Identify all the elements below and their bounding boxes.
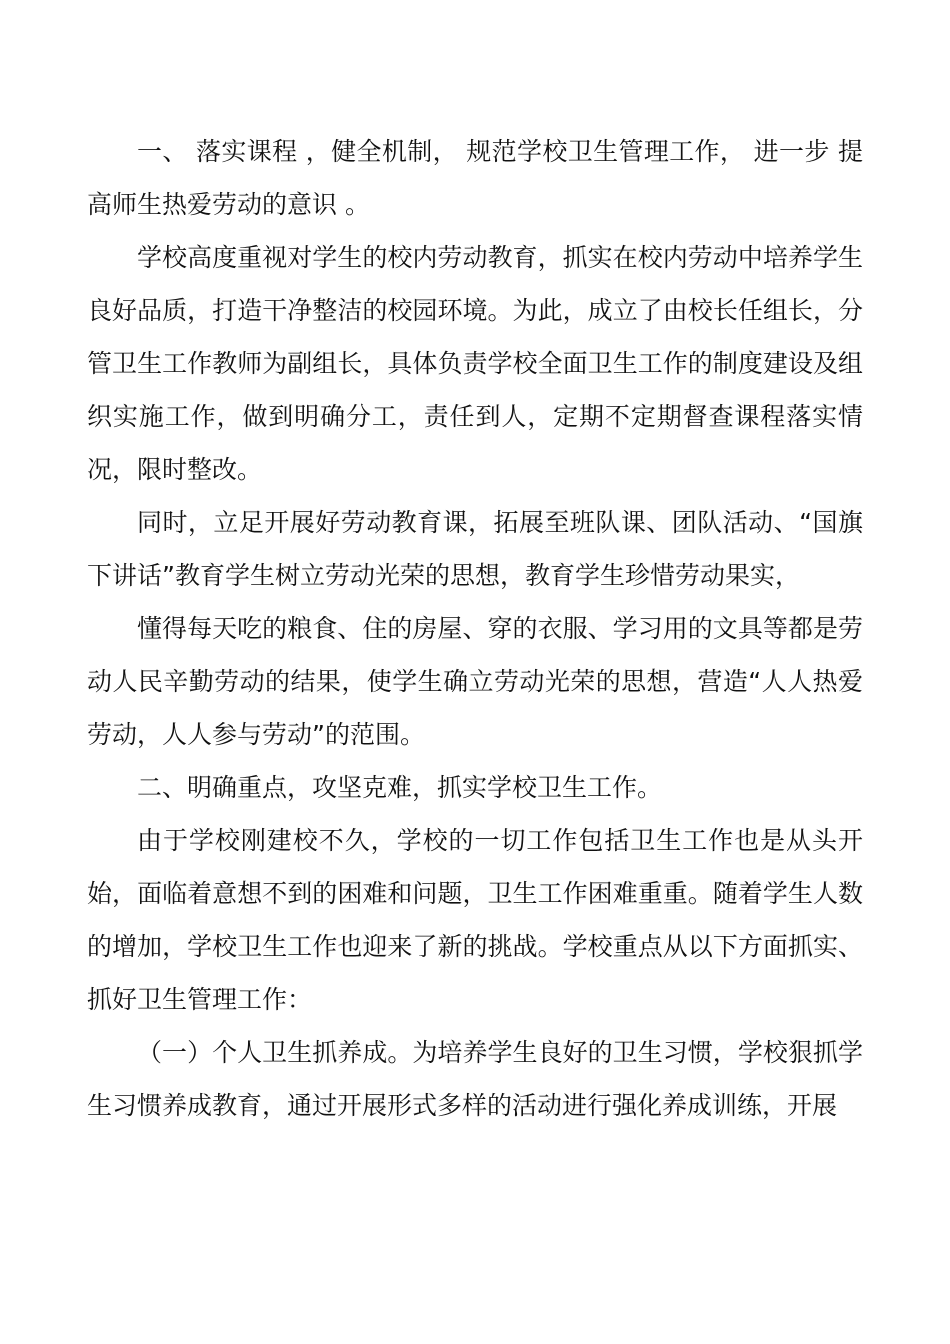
body-paragraph: 懂得每天吃的粮食、住的房屋、穿的衣服、学习用的文具等都是劳动人民辛勤劳动的结果，使学生确立劳动光荣的思想，营造“人人热爱劳动，人人参与劳动”的范围。 <box>87 614 863 749</box>
section-heading-2: 二、明确重点，攻坚克难，抓实学校卫生工作。 <box>137 773 663 802</box>
body-paragraph: 由于学校刚建校不久，学校的一切工作包括卫生工作也是从头开始，面临着意想不到的困难和问题，卫生工作困难重重。随着学生人数的增加，学校卫生工作也迎来了新的挑战。学校重点从以下方面抓实、抓好卫生管理工作： <box>87 826 863 1014</box>
document-body <box>87 125 863 1132</box>
section-heading-1: 一、 落实课程 ，健全机制， 规范学校卫生管理工作， 进一步 提高师生热爱劳动的意识 。 <box>87 137 863 219</box>
body-paragraph: （一）个人卫生抓养成。为培养学生良好的卫生习惯，学校狠抓学生习惯养成教育，通过开展形式多样的活动进行强化养成训练，开展 <box>87 1038 863 1120</box>
body-paragraph: 同时，立足开展好劳动教育课，拓展至班队课、团队活动、“国旗下讲话”教育学生树立劳动光荣的思想，教育学生珍惜劳动果实， <box>87 508 863 590</box>
body-paragraph: 学校高度重视对学生的校内劳动教育，抓实在校内劳动中培养学生良好品质，打造干净整洁的校园环境。为此，成立了由校长任组长，分管卫生工作教师为副组长，具体负责学校全面卫生工作的制度建设及组织实施工作，做到明确分工，责任到人，定期不定期督查课程落实情况，限时整改。 <box>87 243 863 484</box>
